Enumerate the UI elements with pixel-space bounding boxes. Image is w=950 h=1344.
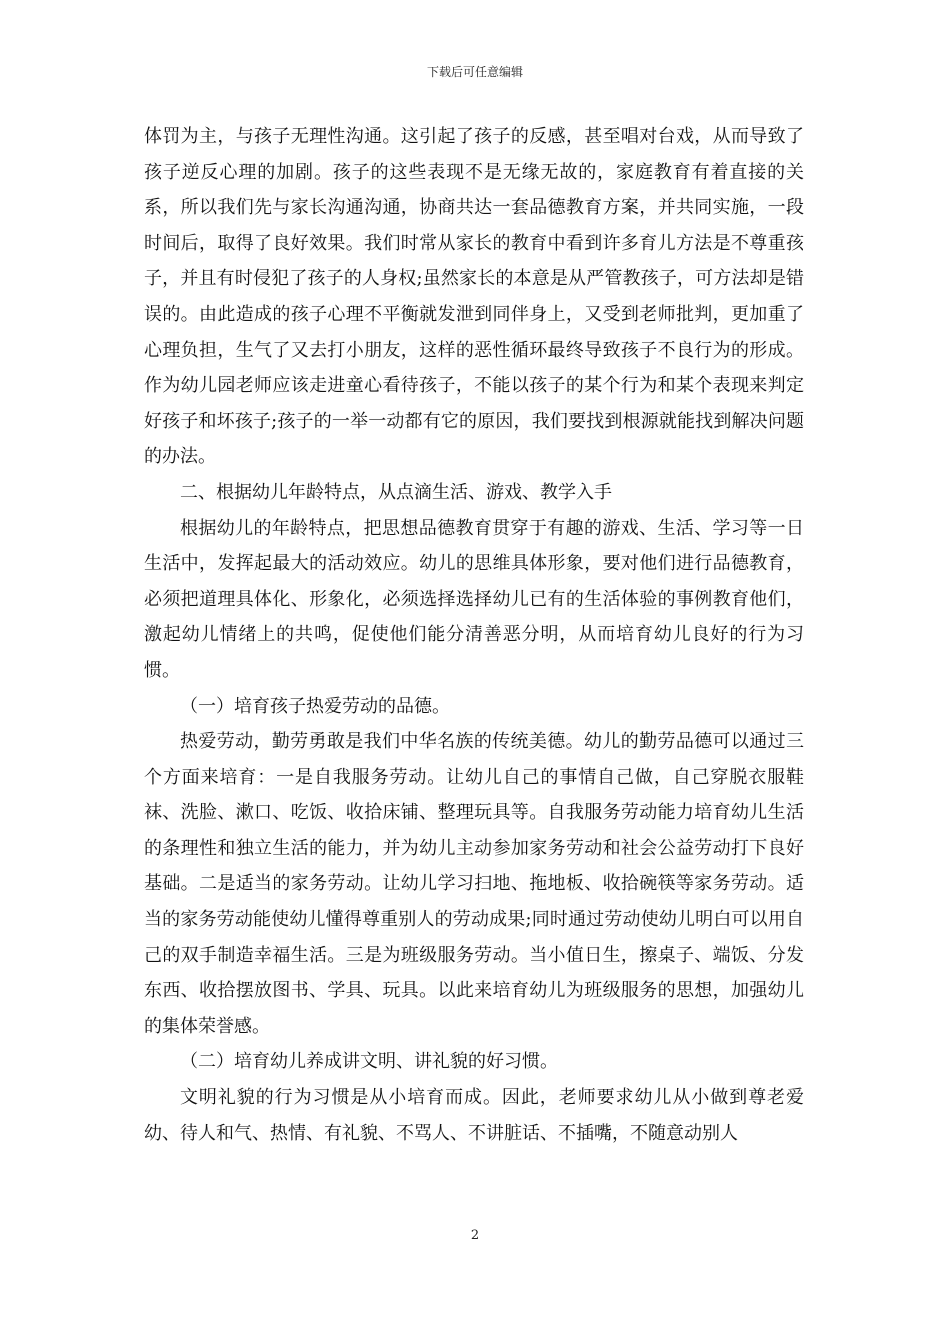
paragraph-7: 文明礼貌的行为习惯是从小培育而成。因此，老师要求幼儿从小做到尊老爱幼、待人和气、热情、有礼貌、不骂人、不讲脏话、不插嘴，不随意动别人 bbox=[144, 1087, 804, 1144]
page-header: 下载后可任意编辑 bbox=[426, 65, 523, 79]
subsection-heading-1: （一）培育孩子热爱劳动的品德。 bbox=[180, 695, 450, 717]
paragraph-3: 根据幼儿的年龄特点，把思想品德教育贯穿于有趣的游戏、生活、学习等一日生活中，发挥起最大的活动效应。幼儿的思维具体形象，要对他们进行品德教育，必须把道理具体化、形象化，必须选择选择幼儿已有的生活体验的事例教育他们，激起幼儿情绪上的共鸣，促使他们能分清善恶分明，从而培育幼儿良好的行为习惯。 bbox=[144, 517, 804, 681]
section-heading-2: 二、根据幼儿年龄特点，从点滴生活、游戏、教学入手 bbox=[180, 481, 612, 503]
paragraph-1: 体罚为主，与孩子无理性沟通。这引起了孩子的反感，甚至唱对台戏，从而导致了孩子逆反心理的加剧。孩子的这些表现不是无缘无故的，家庭教育有着直接的关系，所以我们先与家长沟通沟通，协商共达一套品德教育方案，并共同实施，一段时间后，取得了良好效果。我们时常从家长的教育中看到许多育儿方法是不尊重孩子，并且有时侵犯了孩子的人身权;虽然家长的本意是从严管教孩子，可方法却是错误的。由此造成的孩子心理不平衡就发泄到同伴身上，又受到老师批判，更加重了心理负担，生气了又去打小朋友，这样的恶性循环最终导致孩子不良行为的形成。作为幼儿园老师应该走进童心看待孩子，不能以孩子的某个行为和某个表现来判定好孩子和坏孩子;孩子的一举一动都有它的原因，我们要找到根源就能找到解决问题的办法。 bbox=[144, 126, 804, 468]
page-number: 2 bbox=[470, 1228, 480, 1243]
subsection-heading-2: （二）培育幼儿养成讲文明、讲礼貌的好习惯。 bbox=[180, 1051, 558, 1073]
document-body bbox=[144, 119, 804, 1151]
paragraph-5: 热爱劳动，勤劳勇敢是我们中华名族的传统美德。幼儿的勤劳品德可以通过三个方面来培育：一是自我服务劳动。让幼儿自己的事情自己做，自己穿脱衣服鞋袜、洗脸、漱口、吃饭、收拾床铺、整理玩具等。自我服务劳动能力培育幼儿生活的条理性和独立生活的能力，并为幼儿主动参加家务劳动和社会公益劳动打下良好基础。二是适当的家务劳动。让幼儿学习扫地、拖地板、收拾碗筷等家务劳动。适当的家务劳动能使幼儿懂得尊重别人的劳动成果;同时通过劳动使幼儿明白可以用自己的双手制造幸福生活。三是为班级服务劳动。当小值日生，擦桌子、端饭、分发东西、收拾摆放图书、学具、玩具。以此来培育幼儿为班级服务的思想，加强幼儿的集体荣誉感。 bbox=[144, 731, 804, 1037]
